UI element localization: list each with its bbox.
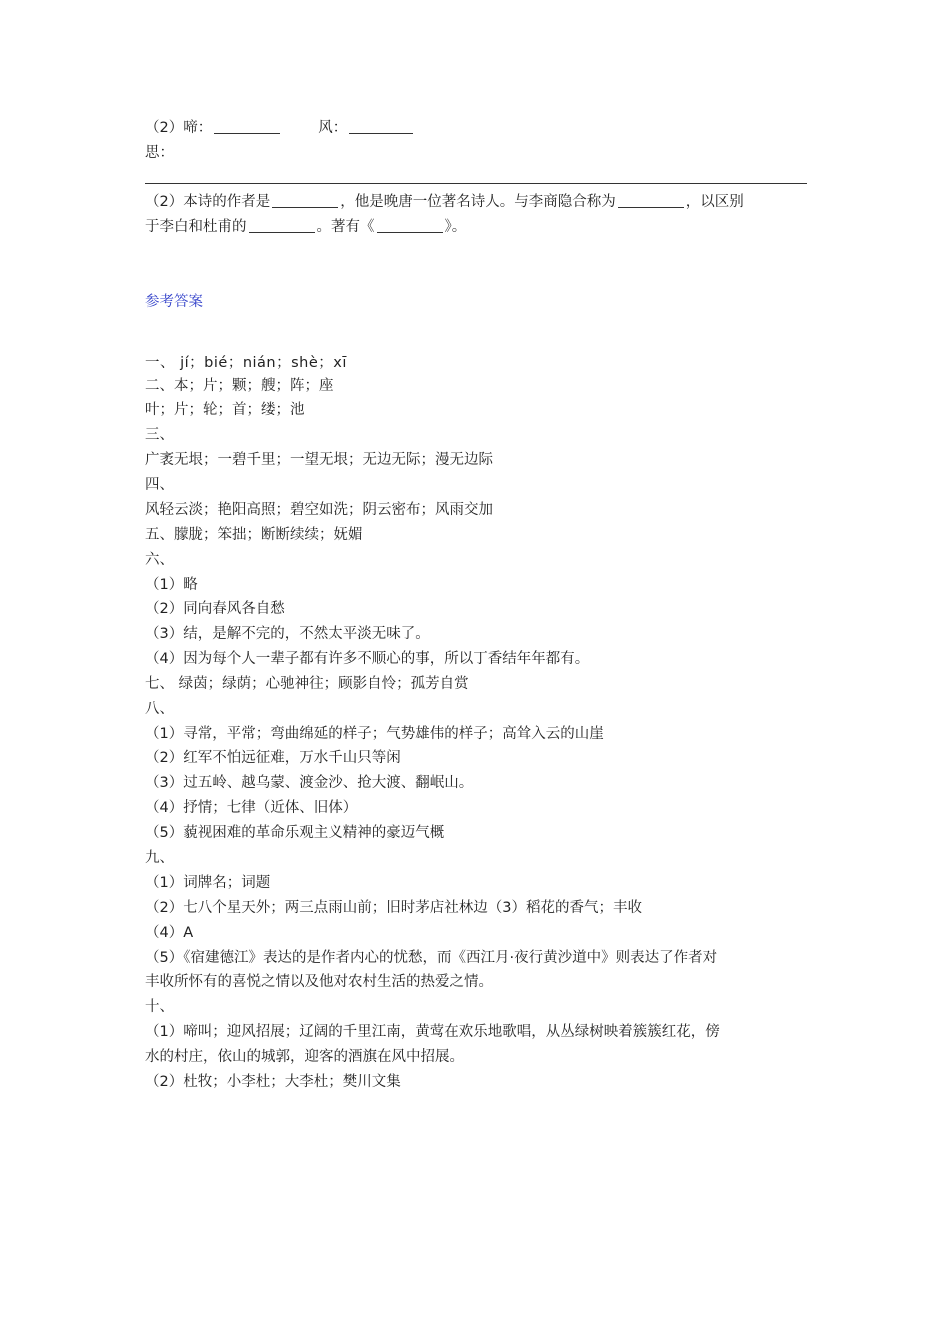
answer-line: （2）杜牧；小李杜；大李杜；樊川文集 bbox=[145, 1074, 401, 1090]
author-q-line2-part2: 。著有《 bbox=[316, 219, 375, 235]
answer-line: 十、 bbox=[145, 999, 174, 1015]
answer-line: 六、 bbox=[145, 552, 174, 568]
answer-line: 一、 jí；bié；nián；shè；xī bbox=[145, 355, 347, 371]
answer-line: 八、 bbox=[145, 701, 174, 717]
answer-line: （2）七八个星天外；两三点雨山前；旧时茅店社林边（3）稻花的香气；丰收 bbox=[145, 900, 642, 916]
answer-line: （5）《宿建德江》表达的是作者内心的忧愁，而《西江月·夜行黄沙道中》则表达了作者对 bbox=[145, 950, 718, 966]
answer-line: 四、 bbox=[145, 477, 174, 493]
author-q-line2-part1: 于李白和杜甫的 bbox=[145, 219, 247, 235]
answer-line: 五、朦胧；笨拙；断断续续；妩媚 bbox=[145, 527, 363, 543]
answer-line: （1）词牌名；词题 bbox=[145, 875, 271, 891]
answer-line: 二、本；片；颗；艘；阵；座 bbox=[145, 378, 334, 394]
author-q-part2: ，他是晚唐一位著名诗人。与李商隐合称为 bbox=[340, 194, 616, 210]
author-q-part3: ，以区别 bbox=[685, 194, 744, 210]
answer-line: 九、 bbox=[145, 850, 174, 866]
answer-line: 七、 绿茵；绿荫；心驰神往；顾影自怜；孤芳自赏 bbox=[145, 676, 469, 692]
answer-line: 广袤无垠；一碧千里；一望无垠；无边无际；漫无边际 bbox=[145, 452, 493, 468]
question-2-line bbox=[145, 118, 415, 138]
answer-line: 叶；片；轮；首；缕；池 bbox=[145, 402, 305, 418]
answer-line: （4）A bbox=[145, 925, 194, 941]
si-label: 思： bbox=[145, 145, 174, 161]
answers-heading: 参考答案 bbox=[145, 294, 203, 310]
answer-line-rule bbox=[145, 183, 807, 184]
answer-line: （2）红军不怕远征难，万水千山只等闲 bbox=[145, 750, 401, 766]
blank-distinguish bbox=[249, 218, 315, 233]
answer-line: （4）抒情；七律（近体、旧体） bbox=[145, 800, 358, 816]
answer-line: 三、 bbox=[145, 427, 174, 443]
q2-feng-label: 风： bbox=[318, 120, 348, 136]
author-q-line2-part3: 》。 bbox=[444, 219, 467, 235]
answer-line: 风轻云淡；艳阳高照；碧空如洗；阴云密布；风雨交加 bbox=[145, 502, 493, 518]
answer-line: 水的村庄，依山的城郭，迎客的酒旗在风中招展。 bbox=[145, 1049, 464, 1065]
answer-line: （1）啼叫；迎风招展；辽阔的千里江南，黄莺在欢乐地歌唱，从丛绿树映着簇簇红花，傍 bbox=[145, 1024, 720, 1040]
answer-line: （3）过五岭、越乌蒙、渡金沙、抢大渡、翻岷山。 bbox=[145, 775, 474, 791]
answer-line: （1）寻常，平常；弯曲绵延的样子；气势雄伟的样子；高耸入云的山崖 bbox=[145, 726, 604, 742]
author-q-part1: （2）本诗的作者是 bbox=[145, 194, 271, 210]
author-question-line-2 bbox=[145, 217, 466, 237]
q2-prefix: （2）啼： bbox=[145, 120, 213, 136]
blank-ti bbox=[214, 119, 280, 134]
si-line bbox=[145, 143, 174, 163]
blank-author bbox=[272, 193, 338, 208]
blank-work bbox=[377, 218, 443, 233]
answer-line: （5）藐视困难的革命乐观主义精神的豪迈气概 bbox=[145, 825, 445, 841]
answer-line: （4）因为每个人一辈子都有许多不顺心的事，所以丁香结年年都有。 bbox=[145, 651, 590, 667]
answer-line: 丰收所怀有的喜悦之情以及他对农村生活的热爱之情。 bbox=[145, 974, 493, 990]
answer-line: （1）略 bbox=[145, 577, 198, 593]
blank-nickname bbox=[618, 193, 684, 208]
answer-line: （3）结，是解不完的，不然太平淡无味了。 bbox=[145, 626, 430, 642]
blank-feng bbox=[349, 119, 413, 134]
author-question-line-1 bbox=[145, 192, 744, 212]
answer-line: （2）同向春风各自愁 bbox=[145, 601, 285, 617]
